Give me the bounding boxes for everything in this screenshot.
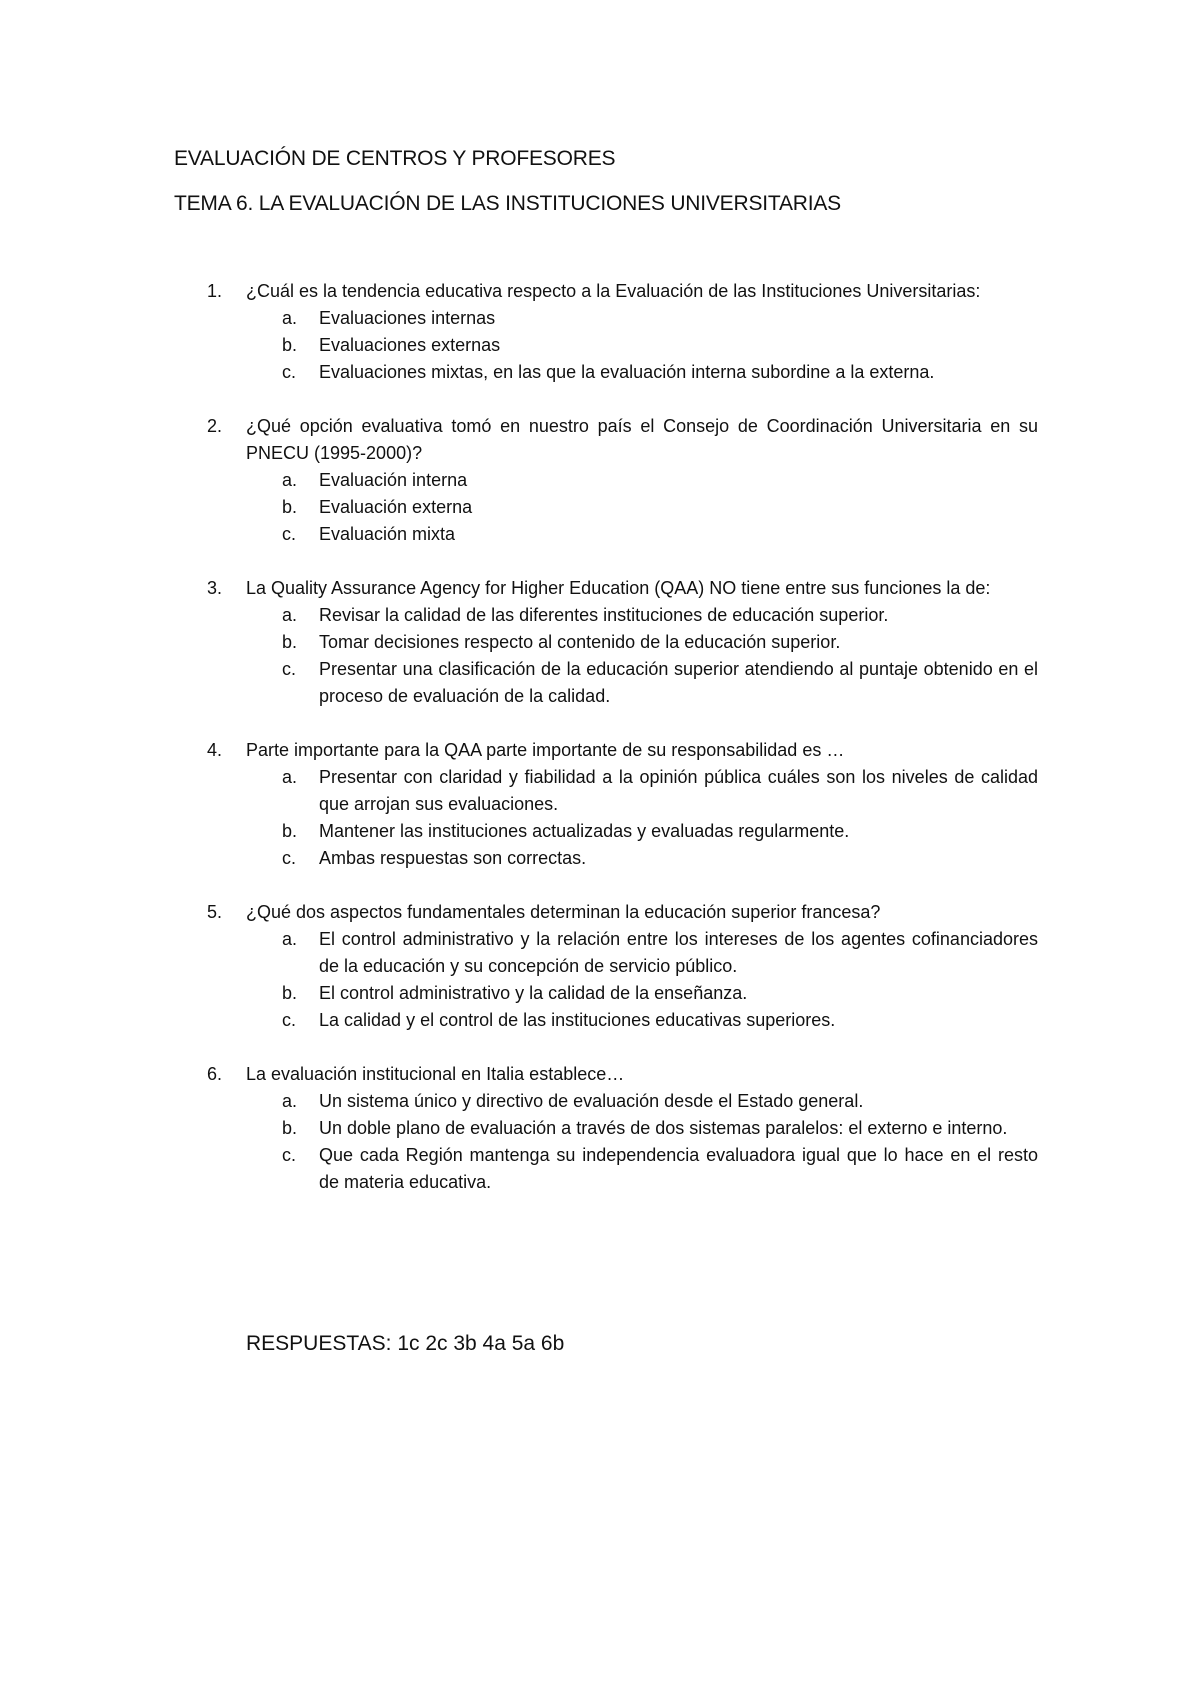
option-text: Evaluaciones mixtas, en las que la evaluación interna subordine a la externa. [319, 362, 935, 382]
option-text: La calidad y el control de las instituciones educativas superiores. [319, 1010, 836, 1030]
option-text: Tomar decisiones respecto al contenido de la educación superior. [319, 632, 841, 652]
option-a [208, 602, 1038, 629]
option-text: Evaluación mixta [319, 524, 456, 544]
question-3 [208, 575, 1038, 710]
answer-key: RESPUESTAS: 1c 2c 3b 4a 5a 6b [246, 1332, 565, 1355]
option-text: Un sistema único y directivo de evaluación desde el Estado general. [319, 1091, 864, 1111]
question-text: ¿Qué opción evaluativa tomó en nuestro país el Consejo de Coordinación Universitaria en su PNECU (1995-2000)? [246, 416, 1038, 463]
question-number: 2. [207, 416, 223, 436]
option-letter: b. [282, 632, 298, 652]
option-letter: b. [282, 983, 298, 1003]
question-text: La evaluación institucional en Italia establece… [246, 1064, 625, 1084]
option-text: Presentar con claridad y fiabilidad a la opinión pública cuáles son los niveles de calidad que arrojan sus evaluaciones. [319, 767, 1038, 814]
option-letter: b. [282, 1118, 298, 1138]
option-b [208, 818, 1038, 845]
option-text: Evaluación interna [319, 470, 468, 490]
question-6 [208, 1061, 1038, 1196]
option-letter: a. [282, 470, 298, 490]
question-text: ¿Cuál es la tendencia educativa respecto a la Evaluación de las Instituciones Universitarias: [246, 281, 981, 301]
option-text: El control administrativo y la relación entre los intereses de los agentes cofinanciadores de la educación y su concepción de servicio público. [319, 929, 1038, 976]
question-number: 5. [207, 902, 223, 922]
option-letter: c. [282, 362, 297, 382]
option-text: Presentar una clasificación de la educación superior atendiendo al puntaje obtenido en el proceso de evaluación de la calidad. [319, 659, 1038, 706]
option-b [208, 494, 1038, 521]
question-text: La Quality Assurance Agency for Higher Education (QAA) NO tiene entre sus funciones la de: [246, 578, 991, 598]
option-text: Que cada Región mantenga su independencia evaluadora igual que lo hace en el resto de materia educativa. [319, 1145, 1038, 1192]
option-list [208, 467, 1038, 548]
option-list [208, 305, 1038, 386]
option-text: Mantener las instituciones actualizadas y evaluadas regularmente. [319, 821, 850, 841]
unit-title: TEMA 6. LA EVALUACIÓN DE LAS INSTITUCIONES UNIVERSITARIAS [174, 192, 841, 215]
option-letter: b. [282, 335, 298, 355]
option-c [208, 656, 1038, 710]
option-c [208, 845, 1038, 872]
option-text: Un doble plano de evaluación a través de dos sistemas paralelos: el externo e interno. [319, 1118, 1008, 1138]
option-letter: c. [282, 659, 297, 679]
option-b [208, 980, 1038, 1007]
question-2 [208, 413, 1038, 548]
option-list [208, 1088, 1038, 1196]
option-c [208, 1007, 1038, 1034]
option-letter: c. [282, 1145, 297, 1165]
option-b [208, 629, 1038, 656]
option-a [208, 926, 1038, 980]
question-1 [208, 278, 1038, 386]
option-a [208, 467, 1038, 494]
option-c [208, 359, 1038, 386]
option-text: Ambas respuestas son correctas. [319, 848, 587, 868]
option-list [208, 926, 1038, 1034]
question-list [208, 278, 1038, 1223]
option-b [208, 332, 1038, 359]
option-a [208, 305, 1038, 332]
course-title: EVALUACIÓN DE CENTROS Y PROFESORES [174, 147, 616, 170]
question-4 [208, 737, 1038, 872]
option-letter: a. [282, 767, 298, 787]
option-c [208, 521, 1038, 548]
option-letter: c. [282, 1010, 297, 1030]
question-text: Parte importante para la QAA parte importante de su responsabilidad es … [246, 740, 845, 760]
option-letter: b. [282, 821, 298, 841]
option-a [208, 764, 1038, 818]
option-list [208, 764, 1038, 872]
option-letter: b. [282, 497, 298, 517]
question-number: 4. [207, 740, 223, 760]
option-text: El control administrativo y la calidad de la enseñanza. [319, 983, 748, 1003]
question-number: 3. [207, 578, 223, 598]
option-b [208, 1115, 1038, 1142]
option-c [208, 1142, 1038, 1196]
option-text: Revisar la calidad de las diferentes instituciones de educación superior. [319, 605, 889, 625]
option-letter: a. [282, 308, 298, 328]
question-number: 6. [207, 1064, 223, 1084]
question-text: ¿Qué dos aspectos fundamentales determinan la educación superior francesa? [246, 902, 881, 922]
option-letter: a. [282, 1091, 298, 1111]
question-number: 1. [207, 281, 223, 301]
question-5 [208, 899, 1038, 1034]
option-a [208, 1088, 1038, 1115]
option-letter: a. [282, 929, 298, 949]
option-text: Evaluación externa [319, 497, 473, 517]
option-text: Evaluaciones externas [319, 335, 501, 355]
option-letter: c. [282, 524, 297, 544]
option-letter: a. [282, 605, 298, 625]
option-text: Evaluaciones internas [319, 308, 496, 328]
option-list [208, 602, 1038, 710]
option-letter: c. [282, 848, 297, 868]
